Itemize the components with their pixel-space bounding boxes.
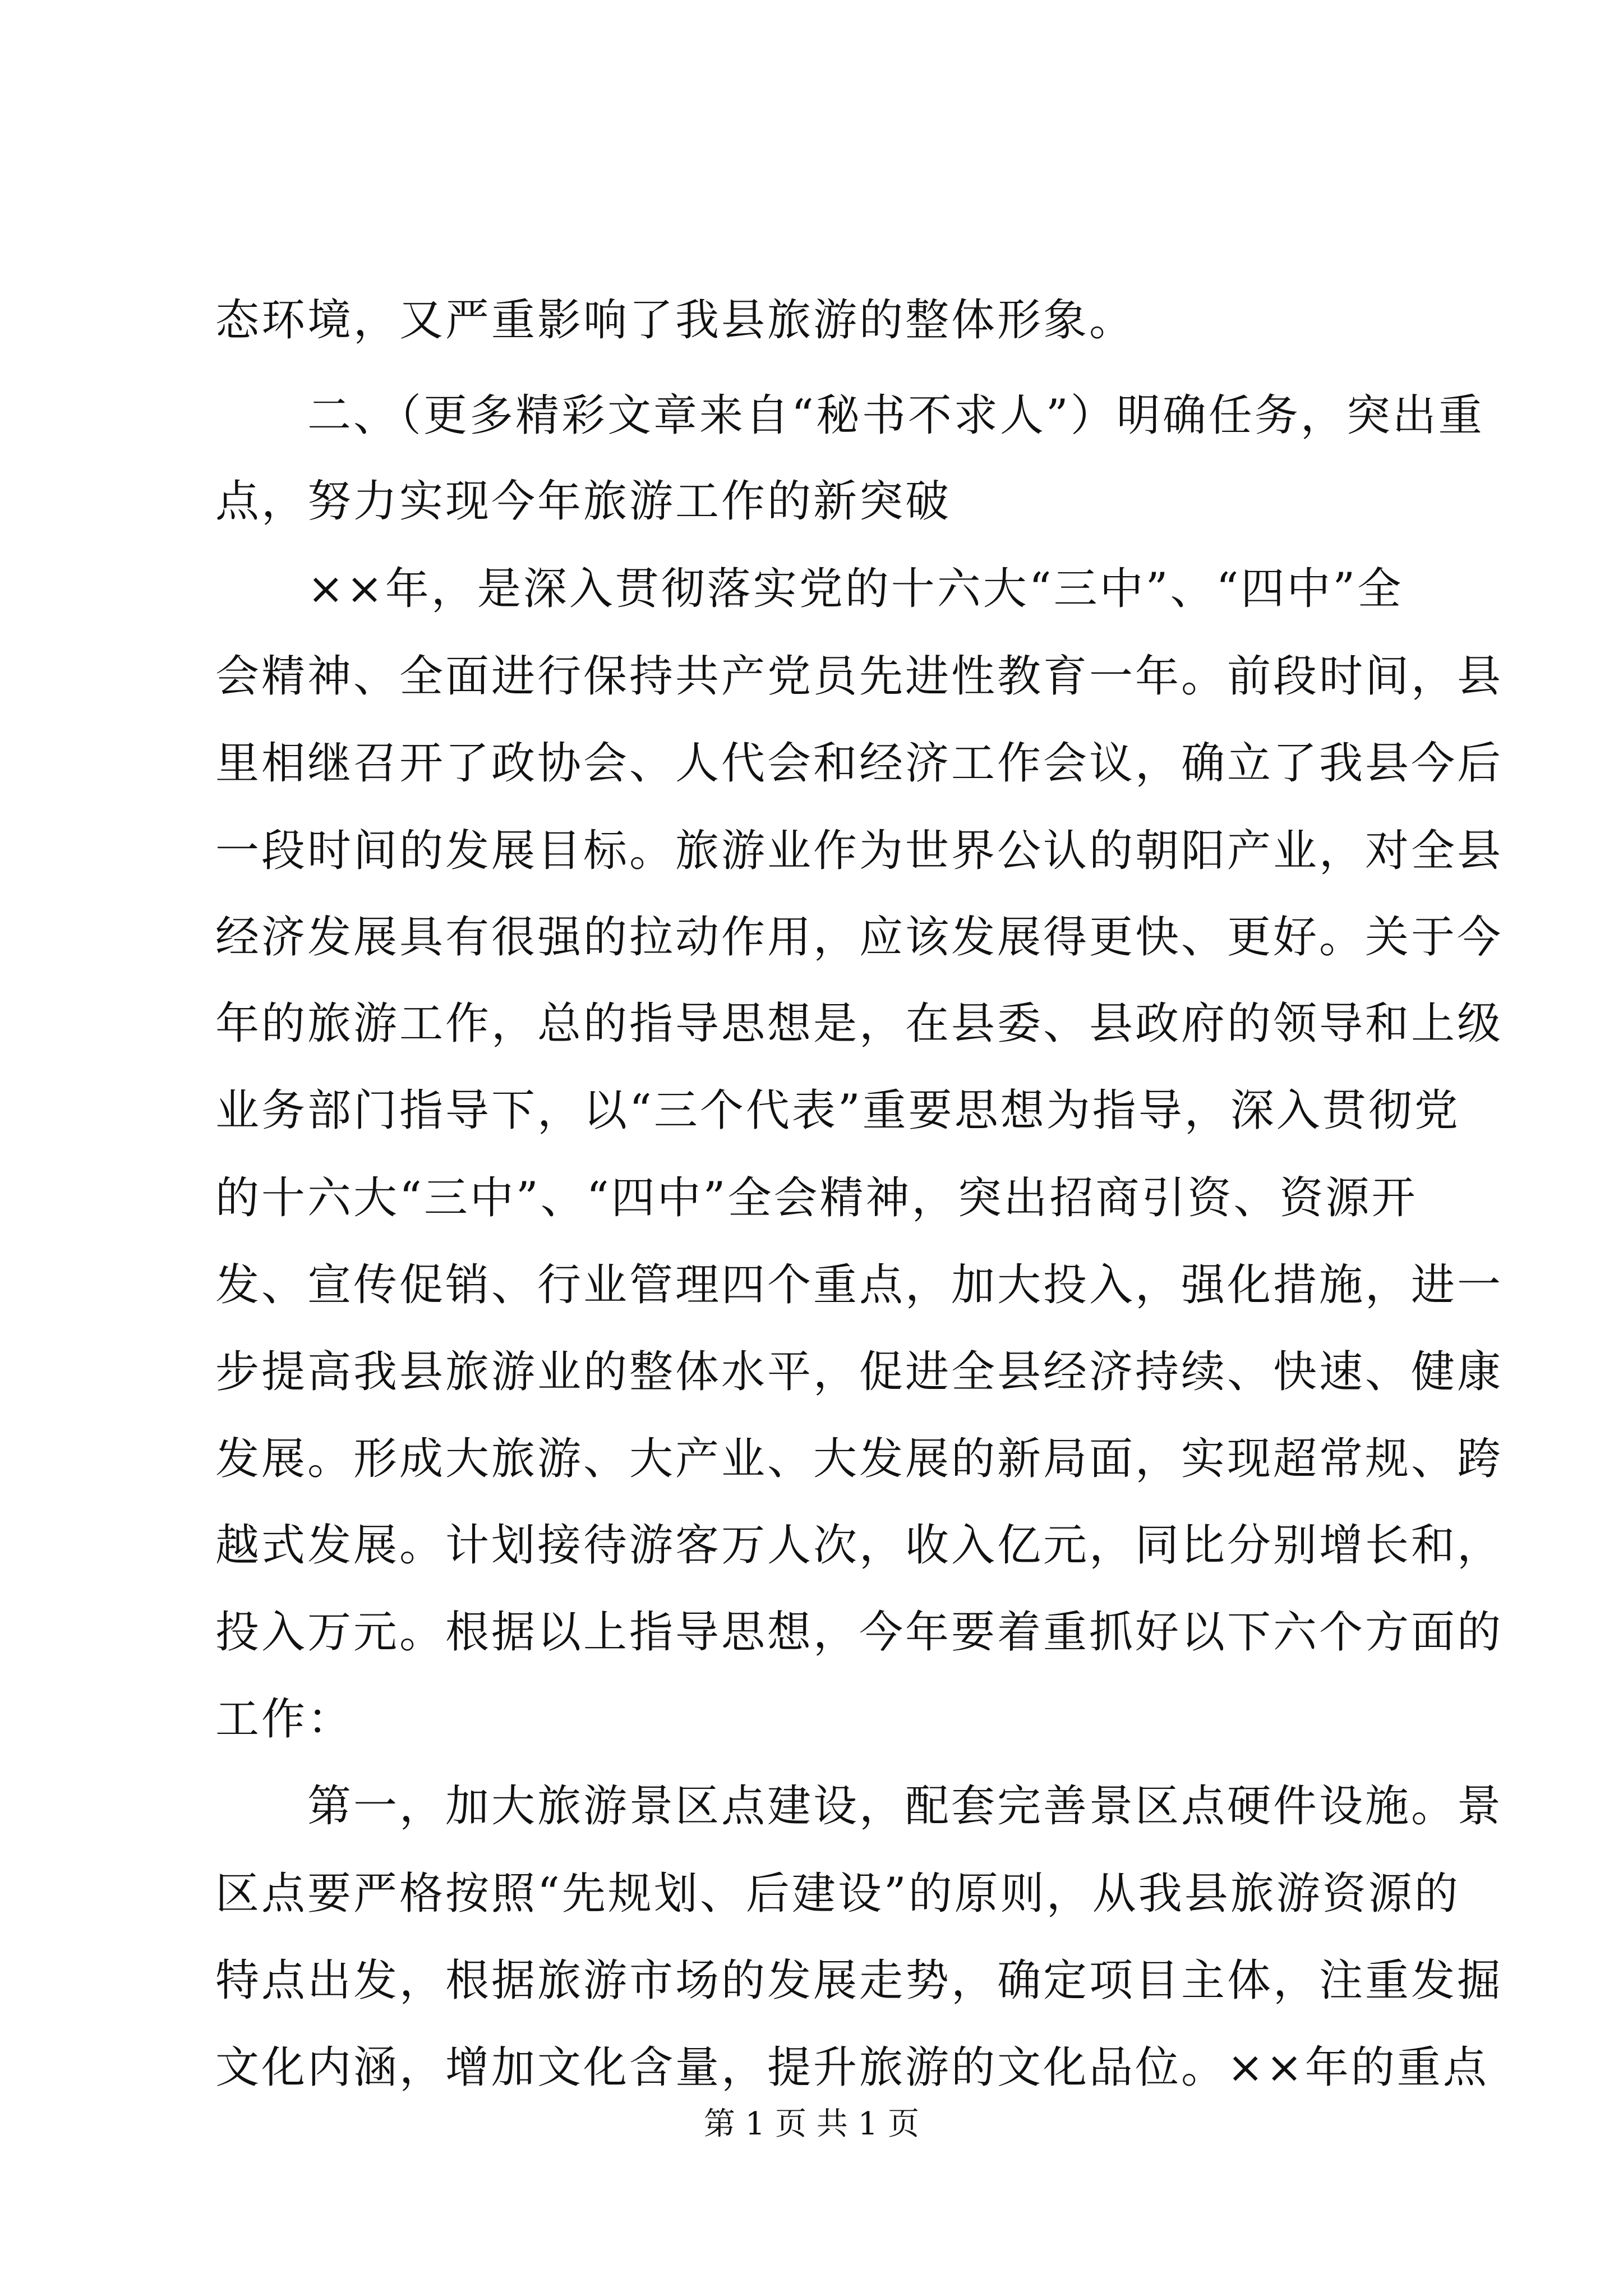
page-footer: 第 1 页 共 1 页 bbox=[703, 2106, 920, 2142]
text-line: 二、（更多精彩文章来自“秘书不求人”）明确任务，突出重 bbox=[215, 390, 1484, 441]
text-line: 的十六大“三中”、“四中”全会精神，突出招商引资、资源开 bbox=[215, 1173, 1418, 1223]
text-line: 特点出发，根据旅游市场的发展走势，确定项目主体，注重发掘 bbox=[215, 1955, 1504, 2006]
text-line: 态环境，又严重影响了我县旅游的整体形象。 bbox=[215, 295, 1136, 346]
text-line: 会精神、全面进行保持共产党员先进性教育一年。前段时间，县 bbox=[215, 651, 1504, 702]
text-line: 发展。形成大旅游、大产业、大发展的新局面，实现超常规、跨 bbox=[215, 1434, 1504, 1484]
text-line: 一段时间的发展目标。旅游业作为世界公认的朝阳产业，对全县 bbox=[215, 826, 1504, 876]
text-line: 步提高我县旅游业的整体水平，促进全县经济持续、快速、健康 bbox=[215, 1347, 1504, 1397]
text-line: 里相继召开了政协会、人代会和经济工作会议，确立了我县今后 bbox=[215, 738, 1504, 789]
text-line: 经济发展具有很强的拉动作用，应该发展得更快、更好。关于今 bbox=[215, 912, 1504, 963]
text-line: ××年，是深入贯彻落实党的十六大“三中”、“四中”全 bbox=[215, 564, 1404, 614]
text-line: 年的旅游工作，总的指导思想是，在县委、县政府的领导和上级 bbox=[215, 999, 1504, 1049]
text-line: 第一，加大旅游景区点建设，配套完善景区点硬件设施。景 bbox=[215, 1781, 1504, 1832]
text-line: 文化内涵，增加文化含量，提升旅游的文化品位。××年的重点 bbox=[215, 2042, 1489, 2093]
text-line: 工作： bbox=[215, 1694, 354, 1745]
text-line: 投入万元。根据以上指导思想，今年要着重抓好以下六个方面的 bbox=[215, 1607, 1504, 1658]
text-line: 区点要严格按照“先规划、后建设”的原则，从我县旅游资源的 bbox=[215, 1869, 1460, 1919]
text-line: 发、宣传促销、行业管理四个重点，加大投入，强化措施，进一 bbox=[215, 1260, 1504, 1310]
text-line: 点，努力实现今年旅游工作的新突破 bbox=[215, 476, 952, 527]
text-line: 业务部门指导下，以“三个代表”重要思想为指导，深入贯彻党 bbox=[215, 1085, 1460, 1136]
text-line: 越式发展。计划接待游客万人次，收入亿元，同比分别增长和， bbox=[215, 1520, 1504, 1571]
